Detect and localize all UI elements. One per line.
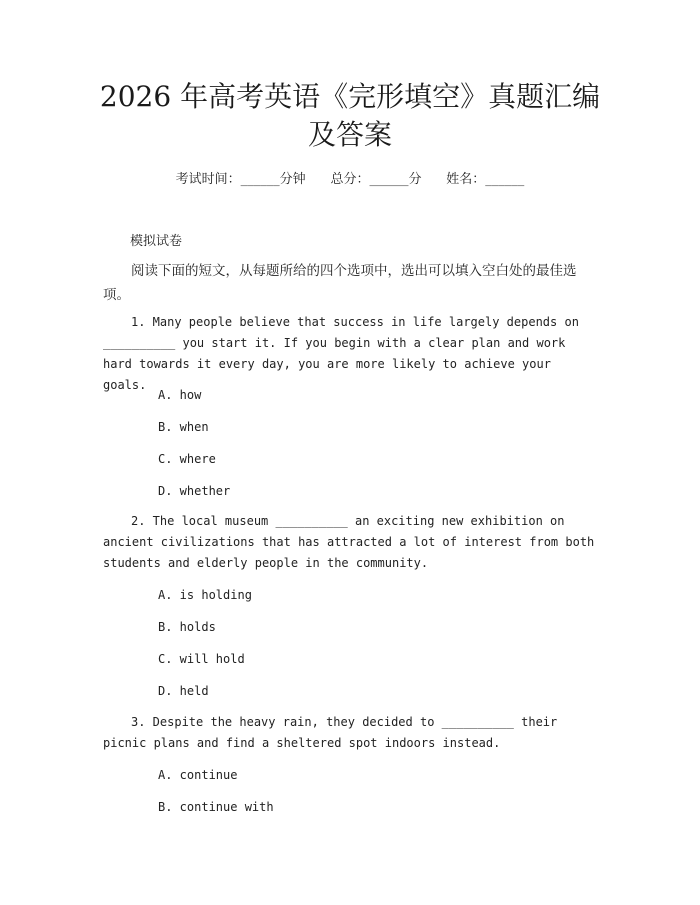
question-1-text: 1. Many people believe that success in life largely depends on __________ you start it. If you begin with a clear plan and work hard towards it every day, you are more likely to achieve your goals. [103, 315, 579, 392]
question-1-option-d: D. whether [158, 484, 231, 498]
question-3-option-a: A. continue [158, 768, 238, 782]
total-score-label: 总分：______分 [330, 172, 422, 187]
exam-time-label: 考试时间：______分钟 [175, 172, 306, 187]
name-label: 姓名：______ [446, 172, 525, 187]
question-1-option-a: A. how [158, 388, 202, 402]
question-2-text: 2. The local museum __________ an exciting new exhibition on ancient civilizations that has attracted a lot of interest from both students and elderly people in the community. [103, 514, 595, 570]
question-1-option-c: C. where [158, 452, 216, 466]
question-2-option-b: B. holds [158, 620, 216, 634]
document-title: 2026 年高考英语《完形填空》真题汇编及答案 [99, 80, 601, 151]
question-3-option-b: B. continue with [158, 800, 274, 814]
question-2-option-a: A. is holding [158, 588, 252, 602]
question-3-text: 3. Despite the heavy rain, they decided to __________ their picnic plans and find a sheltered spot indoors instead. [103, 715, 558, 750]
question-2-option-d: D. held [158, 684, 209, 698]
instruction-text: 阅读下面的短文，从每题所给的四个选项中，选出可以填入空白处的最佳选项。 [103, 263, 577, 303]
section-title: 模拟试卷 [130, 234, 183, 249]
question-1-option-b: B. when [158, 420, 209, 434]
question-2-option-c: C. will hold [158, 652, 245, 666]
exam-meta [0, 168, 700, 187]
